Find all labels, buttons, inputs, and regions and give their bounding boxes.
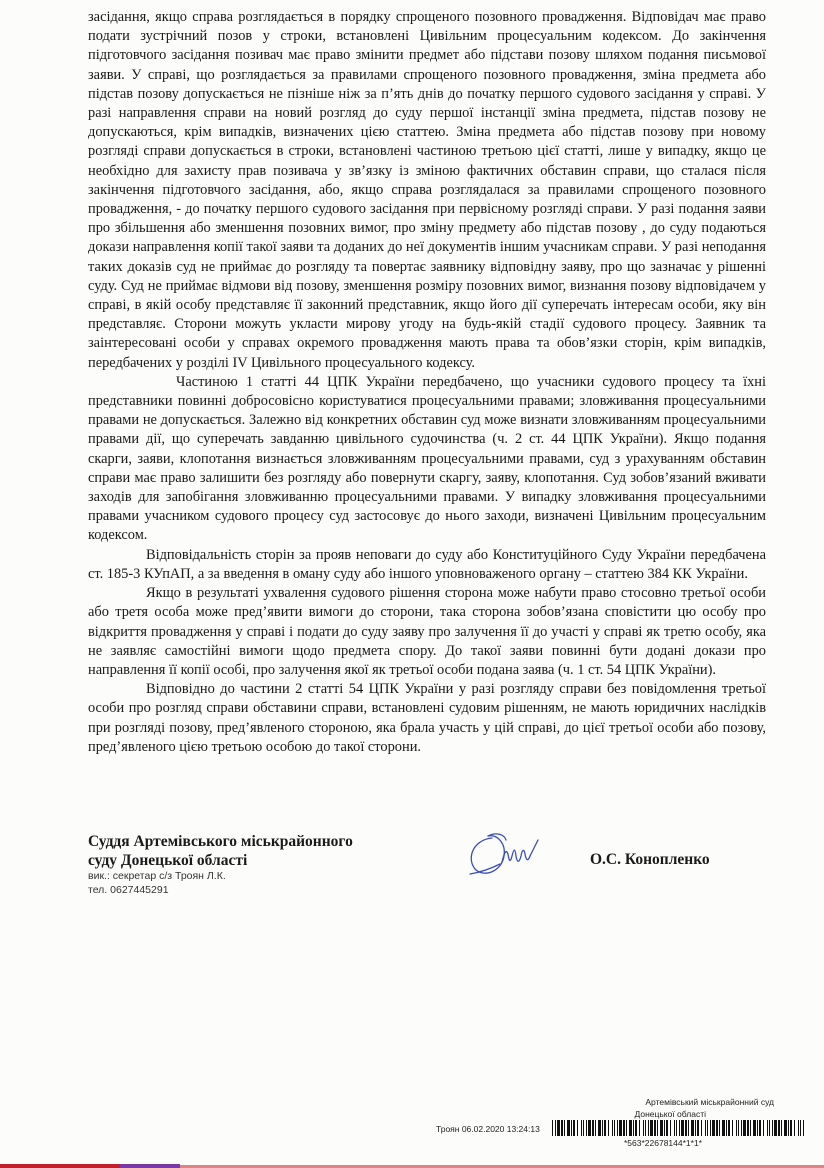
- paragraph-article-54: Відповідно до частини 2 статті 54 ЦПК України у разі розгляду справи без повідомлення третьої особи про розгляд справи обставини справи, встановлені судовим рішенням, не мають юридичних наслідків при розгляді позову, пред’явленого стороною, яка брала участь у цій справі, до цієї третьої особи або позову, пред’явленого цією третьою особою до такої сторони.: [88, 681, 766, 755]
- print-timestamp: Троян 06.02.2020 13:24:13: [436, 1124, 540, 1134]
- barcode-number: *563*22678144*1*1*: [624, 1138, 702, 1148]
- paragraph-continued: засідання, якщо справа розглядається в порядку спрощеного позовного провадження. Відповідач має право подати зустрічний позов у строки, встановлені Цивільним процесуальним кодексом. До закінчення підготовчого засідання позивач має право змінити предмет або підстави позову шляхом подання письмової заяви. У справі, що розглядається за правилами спрощеного позовного провадження, зміна предмета або підстав позову допускається не пізніше ніж за п’ять днів до початку першого судового засідання у справі. У разі направлення справи на новий розгляд до суду першої інстанції зміна предмета, підстав позову не допускаються, крім випадків, визначених цією статтею. Зміна предмета або підстав позову при новому розгляді справи допускається в строки, встановлені частиною третьою цієї статті, лише у випадку, якщо це необхідно для захисту прав позивача у зв’язку із зміною фактичних обставин справи, що сталася після закінчення підготовчого засідання, або, якщо справа розглядалася за правилами спрощеного позовного провадження, - до початку першого судового засідання при первісному розгляді справи. У разі подання заяви про збільшення або зменшення позовних вимог, про зміну предмету або підстав позову , до суду подаються докази направлення копії такої заяви та доданих до неї документів іншим учасникам справи. У разі неподання таких доказів суд не приймає до розгляду та повертає заявнику відповідну заяву, про що зазначає у рішенні суду. Суд не приймає відмови від позову, зменшення розміру позовних вимог, визнання позову відповідачем у справі, в якій особу представляє її законний представник, якщо його дії суперечать інтересам особи, яку він представляє. Сторони можуть укласти мирову угоду на будь-якій стадії судового процесу. Заявник та заінтересовані особи у справах окремого провадження мають права та обов’язки сторін, крім випадків, передбачених у розділі IV Цивільного процесуального кодексу.: [88, 9, 766, 371]
- judge-title-line1: Суддя Артемівського міськрайонного: [88, 833, 353, 850]
- signature-block: [88, 832, 353, 897]
- document-body: [88, 8, 766, 757]
- registration-stamp: [430, 1097, 810, 1151]
- barcode: [552, 1120, 805, 1136]
- paragraph-third-party: Якщо в результаті ухвалення судового рішення сторона може набути право стосовно третьої особи або третя особа може пред’явити вимоги до сторони, така сторона зобов’язана сповістити цю особу про відкриття провадження у справі і подати до суду заяву про залучення її до участі у справі як третю особу, яка не заявляє самостійні вимоги щодо предмета спору. До такої заяви повинні бути додані докази про направлення її копії особі, про залучення якої як третьої особи подана заява (ч. 1 ст. 54 ЦПК України).: [88, 585, 766, 678]
- judge-title-line2: суду Донецької області: [88, 852, 248, 869]
- phone-line: тел. 0627445291: [88, 883, 169, 896]
- court-name-line1: Артемівський міськрайонний суд: [645, 1097, 774, 1107]
- handwritten-signature: [462, 818, 552, 888]
- paragraph-liability: Відповідальність сторін за прояв неповаги до суду або Конституційного Суду України передбачена ст. 185-3 КУпАП, а за введення в оману суду або іншого уповноваженого органу – статтею 384 КК України.: [88, 546, 766, 582]
- secretary-line: вик.: секретар с/з Троян Л.К.: [88, 870, 226, 882]
- judge-name: О.С. Конопленко: [590, 851, 710, 868]
- paragraph-article-44: Частиною 1 статті 44 ЦПК України передбачено, що учасники судового процесу та їхні представники повинні добросовісно користуватися процесуальними правами; зловживання процесуальними правами не допускається. Залежно від конкретних обставин суд може визнати зловживанням процесуальними правами дії, що суперечать завданню цивільного судочинства (ч. 2 ст. 44 ЦПК України). Якщо подання скарги, заяви, клопотання визнається зловживанням процесуальними правами, суд з урахуванням обставин справи має право залишити без розгляду або повернути скаргу, заяву, клопотання. Суд зобов’язаний вживати заходів для запобігання зловживанню процесуальними правами. У випадку зловживання процесуальними правами учасником судового процесу суд застосовує до нього заходи, визначені Цивільним процесуальним кодексом.: [88, 373, 766, 544]
- court-name-line2: Донецької області: [634, 1109, 706, 1119]
- scan-edge-mark: [0, 1162, 824, 1168]
